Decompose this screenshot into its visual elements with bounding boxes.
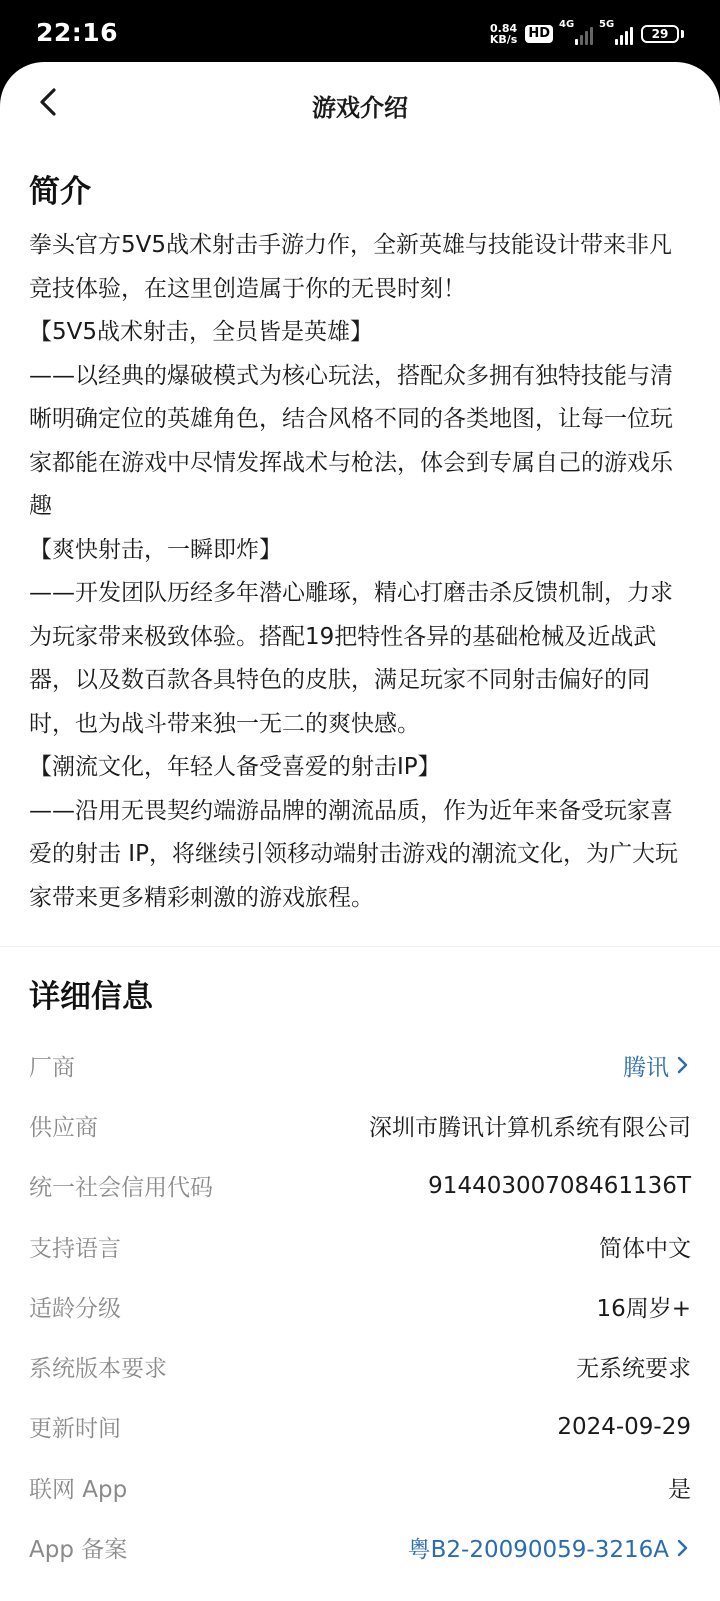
status-time: 22:16 <box>36 18 119 47</box>
detail-value: 2024-09-29 <box>557 1413 691 1440</box>
intro-body <box>29 224 691 920</box>
section-divider <box>0 946 720 947</box>
intro-paragraph: ——沿用无畏契约端游品牌的潮流品质，作为近年来备受玩家喜爱的射击 IP，将继续引领移动端射击游戏的潮流文化，为广大玩家带来更多精彩刺激的游戏旅程。 <box>29 797 678 911</box>
app-filing-link[interactable] <box>408 1531 691 1564</box>
status-icons <box>490 20 684 48</box>
intro-section <box>0 172 720 920</box>
detail-value: 16周岁+ <box>596 1295 691 1322</box>
detail-label: 适龄分级 <box>29 1295 121 1322</box>
detail-row-age-rating <box>29 1276 691 1336</box>
detail-row-supplier <box>29 1095 691 1155</box>
detail-value: 91440300708461136T <box>428 1172 691 1199</box>
signal-4g-label: 4G <box>559 19 575 30</box>
detail-row-credit-code <box>29 1156 691 1216</box>
detail-value: 深圳市腾讯计算机系统有限公司 <box>369 1114 691 1141</box>
status-bar <box>0 0 720 62</box>
intro-paragraph: 拳头官方5V5战术射击手游力作，全新英雄与技能设计带来非凡竞技体验，在这里创造属于你的无畏时刻！ <box>29 232 673 302</box>
details-section <box>0 977 720 1578</box>
detail-label: App 备案 <box>29 1537 128 1564</box>
intro-subheading: 【潮流文化，年轻人备受喜爱的射击IP】 <box>29 754 441 780</box>
detail-row-developer[interactable] <box>29 1035 691 1095</box>
intro-paragraph: ——开发团队历经多年潜心雕琢，精心打磨击杀反馈机制，力求为玩家带来极致体验。搭配19把特性各异的基础枪械及近战武器，以及数百款各具特色的皮肤，满足玩家不同射击偏好的同时，也为战斗带来独一无二的爽快感。 <box>29 580 673 737</box>
detail-label: 系统版本要求 <box>29 1356 167 1383</box>
intro-paragraph: ——以经典的爆破模式为核心玩法，搭配众多拥有独特技能与清晰明确定位的英雄角色，结合风格不同的各类地图，让每一位玩家都能在游戏中尽情发挥战术与枪法，体会到专属自己的游戏乐趣 <box>29 362 673 519</box>
detail-row-update-time <box>29 1397 691 1457</box>
details-heading: 详细信息 <box>29 979 153 1015</box>
detail-label: 支持语言 <box>29 1235 121 1262</box>
nav-header <box>0 62 720 142</box>
network-speed-indicator <box>490 23 517 45</box>
cellular-signal-4g-icon <box>559 19 593 45</box>
cellular-signal-5g-icon <box>599 19 633 45</box>
chevron-right-icon <box>675 1054 691 1076</box>
signal-5g-label: 5G <box>599 19 615 30</box>
detail-value: 是 <box>668 1476 691 1503</box>
battery-icon <box>641 25 684 43</box>
content-card <box>0 62 720 1601</box>
network-speed-value: 0.84 <box>490 22 518 35</box>
detail-row-app-filing[interactable] <box>29 1517 691 1577</box>
developer-link[interactable] <box>623 1049 691 1082</box>
detail-row-language <box>29 1216 691 1276</box>
detail-label: 供应商 <box>29 1114 98 1141</box>
intro-subheading: 【爽快射击，一瞬即炸】 <box>29 536 282 563</box>
page-title: 游戏介绍 <box>312 94 408 122</box>
detail-label: 更新时间 <box>29 1416 121 1443</box>
intro-subheading: 【5V5战术射击，全员皆是英雄】 <box>29 319 374 345</box>
detail-row-system-requirement <box>29 1336 691 1396</box>
detail-value: 简体中文 <box>599 1235 691 1262</box>
hd-voice-icon: HD <box>525 25 553 43</box>
detail-row-online-app <box>29 1457 691 1517</box>
detail-label: 厂商 <box>29 1054 75 1081</box>
network-speed-unit: KB/s <box>489 33 518 46</box>
detail-value: 无系统要求 <box>576 1356 691 1383</box>
battery-level: 29 <box>641 25 679 43</box>
detail-label: 联网 App <box>29 1476 128 1503</box>
chevron-right-icon <box>675 1537 691 1559</box>
detail-value: 粤B2-20090059-3216A <box>407 1537 669 1564</box>
intro-heading: 简介 <box>29 174 91 210</box>
detail-label: 统一社会信用代码 <box>29 1175 213 1202</box>
detail-value: 腾讯 <box>623 1054 669 1081</box>
